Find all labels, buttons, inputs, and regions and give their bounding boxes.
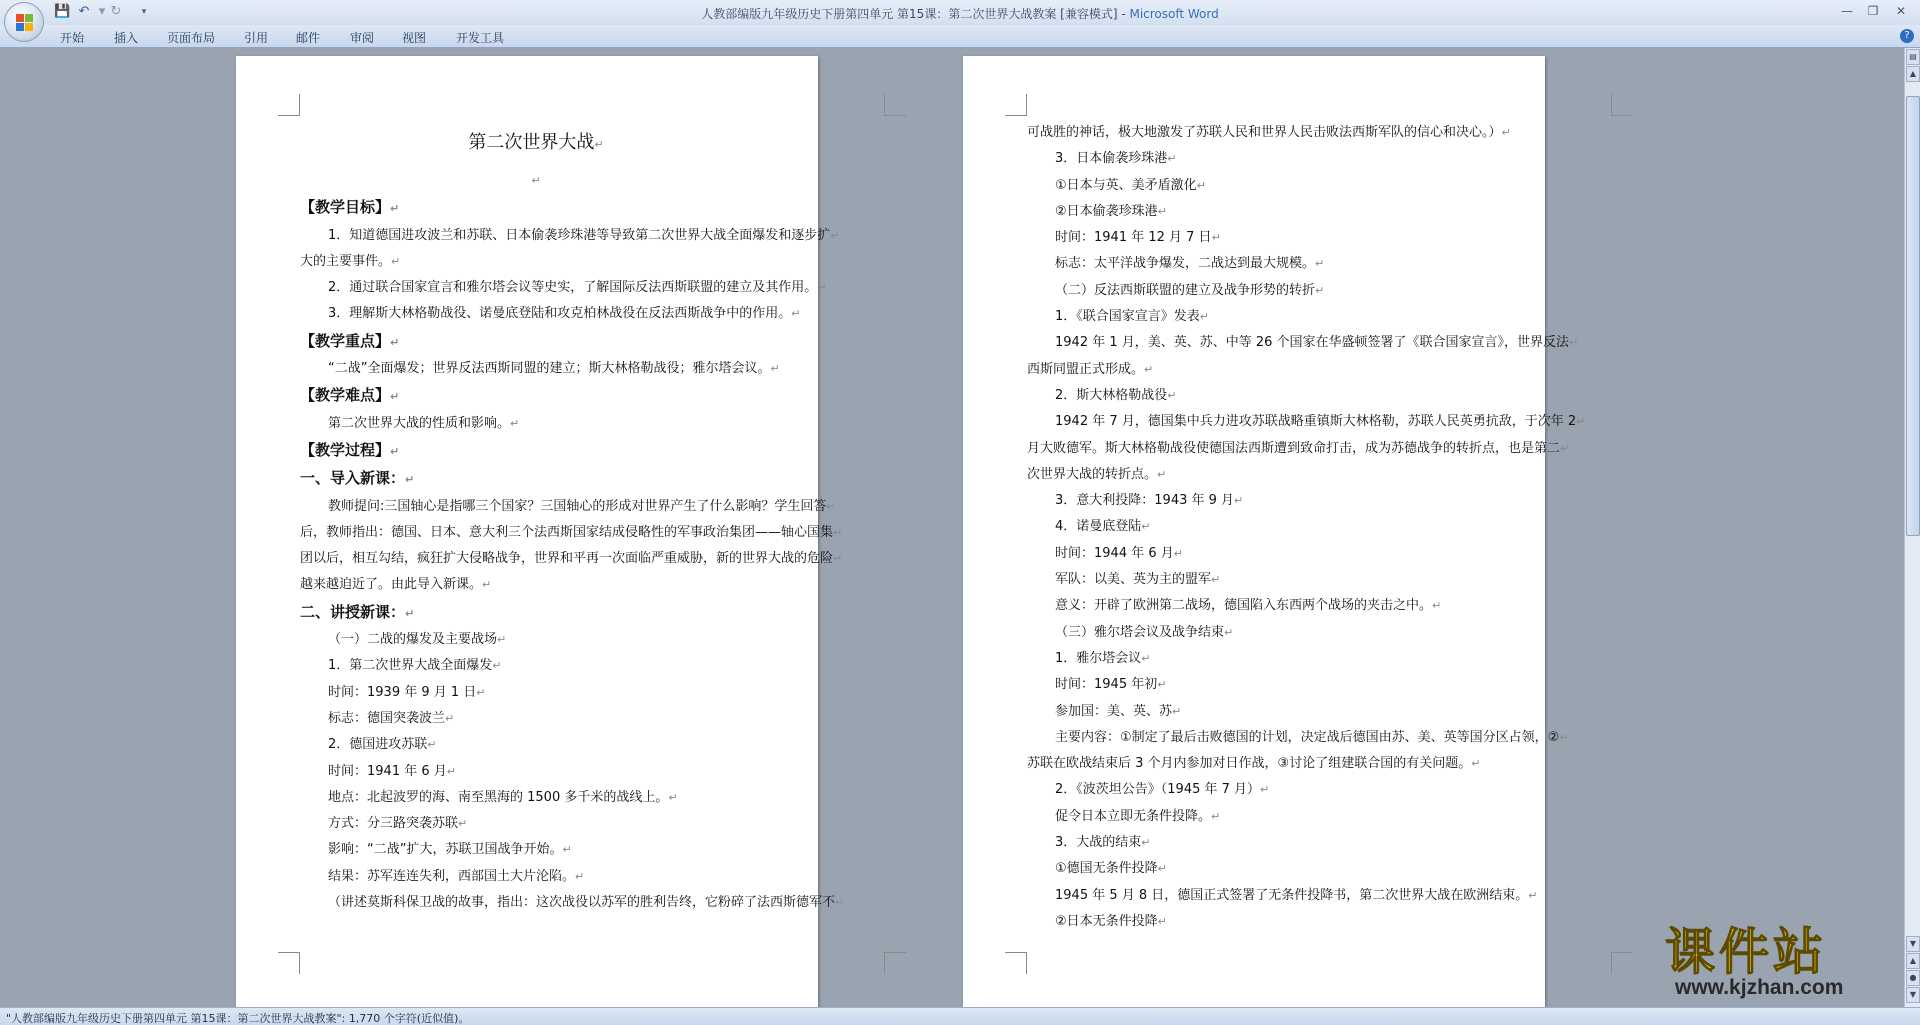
office-logo-icon [16, 14, 34, 32]
paragraph-mark-icon: ↵ [1234, 494, 1244, 508]
paragraph-text: 第二次世界大战的性质和影响。 [328, 415, 511, 431]
paragraph-text: 1945 年 5 月 8 日，德国正式签署了无条件投降书，第二次世界大战在欧洲结束。 [1055, 887, 1529, 903]
paragraph-mark-icon: ↵ [826, 499, 836, 513]
paragraph-mark-icon: ↵ [1172, 704, 1182, 718]
paragraph-mark-icon: ↵ [531, 174, 541, 187]
redo-icon[interactable]: ↻ [110, 4, 122, 19]
paragraph-mark-icon: ↵ [791, 307, 801, 321]
paragraph-mark-icon: ↵ [1315, 283, 1325, 297]
paragraph-mark-icon: ↵ [594, 138, 604, 151]
paragraph-text: “二战”全面爆发；世界反法西斯同盟的建立；斯大林格勒战役；雅尔塔会议。 [328, 361, 771, 377]
paragraph [300, 890, 845, 916]
paragraph-mark-icon: ↵ [1196, 178, 1206, 192]
paragraph [300, 223, 840, 249]
undo-icon[interactable]: ↶ [78, 4, 90, 19]
paragraph-text: 可战胜的神话，极大地激发了苏联人民和世界人民击败法西斯军队的信心和决心。） [1027, 125, 1502, 140]
paragraph [300, 168, 772, 194]
paragraph-text: 时间：1944 年 6 月 [1055, 545, 1174, 561]
paragraph-text: 【教学过程】 [300, 440, 391, 459]
page-2-text [1027, 120, 1609, 935]
section-heading [300, 465, 772, 493]
paragraph-text: 3．大战的结束 [1055, 835, 1142, 851]
paragraph [1027, 751, 1499, 777]
paragraph-mark-icon: ↵ [390, 335, 400, 349]
paragraph [300, 411, 772, 437]
document-title: 人教部编版九年级历史下册第四单元 第15课：第二次世界大战教案 [兼容模式] [701, 7, 1118, 21]
ribbon-tabs [0, 25, 1920, 48]
paragraph-text: 地点：北起波罗的海、南至黑海的 1500 多千米的战线上。 [328, 789, 669, 805]
paragraph [1027, 409, 1586, 435]
section-heading [300, 382, 772, 410]
crop-mark [884, 952, 906, 974]
paragraph-mark-icon: ↵ [1141, 520, 1151, 534]
paragraph-mark-icon: ↵ [1576, 415, 1586, 429]
paragraph-mark-icon: ↵ [497, 633, 507, 647]
browse-object-icon[interactable]: ● [1906, 970, 1920, 986]
paragraph-mark-icon: ↵ [390, 390, 400, 404]
paragraph-mark-icon: ↵ [1157, 862, 1167, 876]
paragraph [300, 301, 801, 327]
paragraph-mark-icon: ↵ [1528, 888, 1538, 902]
paragraph-mark-icon: ↵ [1569, 336, 1579, 350]
paragraph [300, 494, 836, 520]
paragraph-mark-icon: ↵ [830, 228, 840, 242]
paragraph [1027, 146, 1499, 172]
paragraph-text: 时间：1945 年初 [1055, 677, 1158, 693]
paragraph [300, 759, 772, 785]
paragraph-text: 【教学难点】 [300, 386, 391, 405]
paragraph-text: 2．《波茨坦公告》（1945 年 7 月） [1055, 782, 1261, 798]
paragraph-mark-icon: ↵ [1471, 757, 1481, 771]
crop-mark [278, 94, 300, 116]
paragraph-text: ②日本无条件投降 [1055, 913, 1158, 929]
paragraph [1027, 672, 1499, 698]
tab-mailings[interactable]: 邮件 [296, 31, 321, 45]
paragraph-mark-icon: ↵ [445, 711, 455, 725]
paragraph-mark-icon: ↵ [458, 817, 468, 831]
paragraph-mark-icon: ↵ [510, 416, 520, 430]
paragraph [300, 627, 772, 653]
paragraph-mark-icon: ↵ [1157, 914, 1167, 928]
paragraph-text: 一、导入新课： [300, 469, 406, 488]
paragraph-text: 标志：太平洋战争爆发，二战达到最大规模。 [1055, 256, 1316, 272]
paragraph [1027, 567, 1499, 593]
tab-view[interactable]: 视图 [402, 31, 427, 45]
paragraph-text: 苏联在欧战结束后 3 个月内参加对日作战，③讨论了组建联合国的有关问题。 [1027, 756, 1472, 772]
paragraph-text: 1．第二次世界大战全面爆发 [328, 658, 493, 674]
document-page-2[interactable] [963, 56, 1586, 1007]
paragraph [1027, 436, 1570, 462]
paragraph-text: 方式：分三路突袭苏联 [328, 816, 459, 832]
scroll-thumb[interactable] [1906, 96, 1920, 536]
paragraph [300, 785, 772, 811]
paragraph-text: 1．知道德国进攻波兰和苏联、日本偷袭珍珠港等导致第二次世界大战全面爆发和逐步扩 [328, 227, 831, 243]
paragraph-text: 二、讲授新课： [300, 602, 406, 621]
paragraph-mark-icon: ↵ [1157, 467, 1167, 481]
paragraph-text: ②日本偷袭珍珠港 [1055, 203, 1158, 219]
paragraph-mark-icon: ↵ [427, 738, 437, 752]
crop-mark [884, 94, 906, 116]
paragraph-mark-icon: ↵ [1211, 573, 1221, 587]
paragraph-text: 【教学重点】 [300, 331, 391, 350]
scroll-up-icon[interactable]: ▲ [1906, 66, 1920, 82]
paragraph-text: 时间：1941 年 6 月 [328, 763, 447, 779]
paragraph [1027, 225, 1499, 251]
paragraph [1027, 804, 1499, 830]
crop-mark [278, 952, 300, 974]
paragraph [1027, 620, 1499, 646]
paragraph-text: （讲述莫斯科保卫战的故事，指出：这次战役以苏军的胜利告终，它粉碎了法西斯德军不 [328, 895, 836, 911]
maximize-icon[interactable]: ❐ [1867, 4, 1879, 18]
paragraph [1027, 646, 1499, 672]
paragraph-mark-icon: ↵ [1432, 599, 1442, 613]
paragraph-text: 结果：苏军连连失利，西部国土大片沦陷。 [328, 868, 576, 884]
paragraph-mark-icon: ↵ [446, 764, 456, 778]
crop-mark [1611, 952, 1633, 974]
crop-mark [1005, 952, 1027, 974]
paragraph-text: 越来越迫近了。由此导入新课。 [300, 577, 483, 593]
paragraph-text: 3．理解斯大林格勒战役、诺曼底登陆和攻克柏林战役在反法西斯战争中的作用。 [328, 306, 792, 322]
paragraph-mark-icon: ↵ [668, 790, 678, 804]
paragraph-mark-icon: ↵ [1199, 310, 1209, 324]
paragraph-text: 促令日本立即无条件投降。 [1055, 808, 1212, 824]
section-heading [300, 194, 772, 222]
paragraph-mark-icon: ↵ [833, 525, 843, 539]
paragraph [1027, 330, 1579, 356]
paragraph-mark-icon: ↵ [405, 606, 415, 620]
paragraph [1027, 777, 1499, 803]
paragraph-mark-icon: ↵ [1144, 362, 1154, 376]
paragraph-mark-icon: ↵ [575, 869, 585, 883]
paragraph-mark-icon: ↵ [405, 473, 415, 487]
paragraph-mark-icon: ↵ [1224, 625, 1234, 639]
paragraph-text: 教师提问:三国轴心是指哪三个国家？三国轴心的形成对世界产生了什么影响？学生回答 [328, 498, 827, 514]
paragraph [300, 653, 772, 679]
document-page-1[interactable] [236, 56, 845, 1007]
paragraph [300, 680, 772, 706]
paragraph-text: 2．德国进攻苏联 [328, 737, 428, 753]
ruler-toggle-icon[interactable]: ▤ [1906, 49, 1920, 65]
paragraph [1027, 173, 1499, 199]
paragraph-mark-icon: ↵ [1167, 152, 1177, 166]
vertical-scrollbar[interactable] [1904, 48, 1920, 1007]
paragraph-mark-icon: ↵ [1315, 257, 1325, 271]
next-page-icon[interactable]: ▼ [1906, 987, 1920, 1003]
paragraph-mark-icon: ↵ [1501, 126, 1511, 139]
paragraph-text: （三）雅尔塔会议及战争结束 [1055, 624, 1225, 640]
watermark [1665, 924, 1910, 1004]
paragraph-mark-icon: ↵ [1560, 441, 1570, 455]
paragraph-mark-icon: ↵ [1173, 546, 1183, 560]
tab-home[interactable]: 开始 [60, 31, 85, 45]
paragraph-text: 【教学目标】 [300, 198, 391, 217]
tab-references[interactable]: 引用 [244, 31, 269, 45]
paragraph-text: 第二次世界大战 [468, 132, 595, 153]
paragraph [300, 811, 772, 837]
tab-review[interactable]: 审阅 [350, 31, 375, 45]
paragraph [1027, 462, 1499, 488]
paragraph-mark-icon: ↵ [1141, 836, 1151, 850]
paragraph-mark-icon: ↵ [390, 444, 400, 458]
paragraph-text: 3．日本偷袭珍珠港 [1055, 151, 1168, 167]
word-count-status[interactable]: "人教部编版九年级历史下册第四单元 第15课：第二次世界大战教案": 1,770 个字符(近似值)。 [6, 1012, 470, 1025]
tab-insert[interactable]: 插入 [114, 31, 139, 45]
watermark-logo: 课件站 [1665, 923, 1827, 981]
paragraph-text: 大的主要事件。 [300, 253, 392, 269]
paragraph [1027, 488, 1499, 514]
watermark-url: www.kjzhan.com [1675, 976, 1844, 999]
paragraph [1027, 278, 1499, 304]
paragraph-text: 影响：“二战”扩大，苏联卫国战争开始。 [328, 842, 563, 858]
paragraph [1027, 251, 1499, 277]
close-icon[interactable]: ✕ [1895, 4, 1907, 18]
customize-icon[interactable]: ▾ [141, 7, 147, 17]
paragraph-text: ①日本与英、美矛盾激化 [1055, 177, 1197, 193]
paragraph [1027, 699, 1499, 725]
paragraph [300, 837, 772, 863]
paragraph-mark-icon: ↵ [770, 362, 780, 376]
paragraph-text: 参加国：美、英、苏 [1055, 703, 1173, 719]
paragraph [1027, 909, 1499, 935]
tab-developer[interactable]: 开发工具 [456, 31, 505, 45]
paragraph-text: （一）二战的爆发及主要战场 [328, 632, 498, 648]
paragraph [300, 732, 772, 758]
crop-mark [1005, 94, 1027, 116]
paragraph-text: 西斯同盟正式形成。 [1027, 361, 1145, 377]
paragraph-mark-icon: ↵ [1559, 730, 1569, 744]
paragraph-text: 4．诺曼底登陆 [1055, 519, 1142, 535]
paragraph-mark-icon: ↵ [835, 896, 845, 910]
paragraph-mark-icon: ↵ [390, 202, 400, 216]
paragraph-text: 1942 年 7 月，德国集中兵力进攻苏联战略重镇斯大林格勒，苏联人民英勇抗敌，于次年 2 [1055, 414, 1577, 430]
paragraph [300, 546, 843, 572]
paragraph [300, 249, 772, 275]
paragraph [1027, 856, 1499, 882]
paragraph-text: 月大败德军。斯大林格勒战役使德国法西斯遭到致命打击，成为苏德战争的转折点，也是第二 [1027, 440, 1561, 456]
minimize-icon[interactable]: — [1841, 4, 1853, 18]
paragraph-text: 1942 年 1 月，美、英、苏、中等 26 个国家在华盛顿签署了《联合国家宣言》，世界反法 [1055, 335, 1570, 351]
status-bar [0, 1007, 1920, 1025]
paragraph-mark-icon: ↵ [1211, 809, 1221, 823]
paragraph-text: 3．意大利投降：1943 年 9 月 [1055, 493, 1235, 509]
paragraph-mark-icon: ↵ [817, 281, 827, 295]
paragraph-text: （二）反法西斯联盟的建立及战争形势的转折 [1055, 282, 1316, 298]
paragraph-mark-icon: ↵ [1157, 204, 1167, 218]
paragraph [1027, 383, 1499, 409]
save-icon[interactable]: 💾 [54, 4, 71, 19]
office-button[interactable] [4, 2, 44, 42]
paragraph [300, 864, 772, 890]
app-name: Microsoft Word [1129, 7, 1219, 21]
paragraph-text: 1．《联合国家宣言》发表 [1055, 309, 1200, 325]
paragraph-mark-icon: ↵ [562, 843, 572, 857]
paragraph [1027, 199, 1499, 225]
paragraph-text: 标志：德国突袭波兰 [328, 710, 446, 726]
paragraph-text: 军队：以美、英为主的盟军 [1055, 572, 1212, 588]
paragraph-mark-icon: ↵ [1157, 678, 1167, 692]
paragraph [300, 572, 772, 598]
paragraph-text: 2．斯大林格勒战役 [1055, 387, 1168, 403]
paragraph-text: ①德国无条件投降 [1055, 861, 1158, 877]
document-area[interactable] [0, 48, 1904, 1007]
page-1-text [300, 128, 882, 916]
paragraph [1027, 357, 1499, 383]
paragraph [300, 275, 827, 301]
previous-page-icon[interactable]: ▲ [1906, 953, 1920, 969]
paragraph-text: 主要内容：①制定了最后击败德国的计划，决定战后德国由苏、美、英等国分区占领，② [1055, 729, 1560, 745]
paragraph-mark-icon: ↵ [1141, 651, 1151, 665]
document-heading [300, 128, 772, 160]
paragraph [1027, 830, 1499, 856]
paragraph-mark-icon: ↵ [476, 685, 486, 699]
paragraph-text: 意义：开辟了欧洲第二战场，德国陷入东西两个战场的夹击之中。 [1055, 598, 1433, 614]
window-title [0, 5, 1920, 22]
paragraph-text: 时间：1941 年 12 月 7 日 [1055, 230, 1212, 246]
title-separator: - [1117, 7, 1130, 21]
title-bar [0, 0, 1920, 25]
tab-layout[interactable]: 页面布局 [167, 31, 216, 45]
paragraph-mark-icon: ↵ [833, 552, 843, 566]
paragraph-mark-icon: ↵ [1260, 783, 1270, 797]
section-heading [300, 437, 772, 465]
paragraph-mark-icon: ↵ [1211, 231, 1221, 245]
paragraph [1027, 883, 1538, 909]
paragraph [1027, 593, 1499, 619]
paragraph-text: 次世界大战的转折点。 [1027, 466, 1158, 482]
paragraph-text: 1．雅尔塔会议 [1055, 650, 1142, 666]
paragraph-text: 2．通过联合国家宣言和雅尔塔会议等史实，了解国际反法西斯联盟的建立及其作用。 [328, 280, 818, 296]
paragraph-mark-icon: ↵ [492, 659, 502, 673]
undo-dropdown-icon[interactable]: ▾ [98, 4, 106, 19]
paragraph [1027, 541, 1499, 567]
paragraph [1027, 304, 1499, 330]
paragraph [300, 520, 843, 546]
paragraph-text: 团以后，相互勾结，疯狂扩大侵略战争，世界和平再一次面临严重威胁，新的世界大战的危险 [300, 551, 834, 567]
help-icon[interactable]: ? [1900, 29, 1914, 43]
paragraph-mark-icon: ↵ [391, 254, 401, 268]
crop-mark [1611, 94, 1633, 116]
scroll-down-icon[interactable]: ▼ [1906, 936, 1920, 952]
section-heading [300, 328, 772, 356]
paragraph [1027, 514, 1499, 540]
paragraph [300, 706, 772, 732]
paragraph-text: 时间：1939 年 9 月 1 日 [328, 684, 477, 700]
paragraph-mark-icon: ↵ [482, 578, 492, 592]
paragraph-text: 后，教师指出：德国、日本、意大利三个法西斯国家结成侵略性的军事政治集团——轴心国集 [300, 524, 834, 540]
paragraph [300, 356, 780, 382]
section-heading [300, 599, 772, 627]
paragraph-mark-icon: ↵ [1167, 388, 1177, 402]
paragraph [1027, 725, 1569, 751]
paragraph [1027, 120, 1511, 146]
